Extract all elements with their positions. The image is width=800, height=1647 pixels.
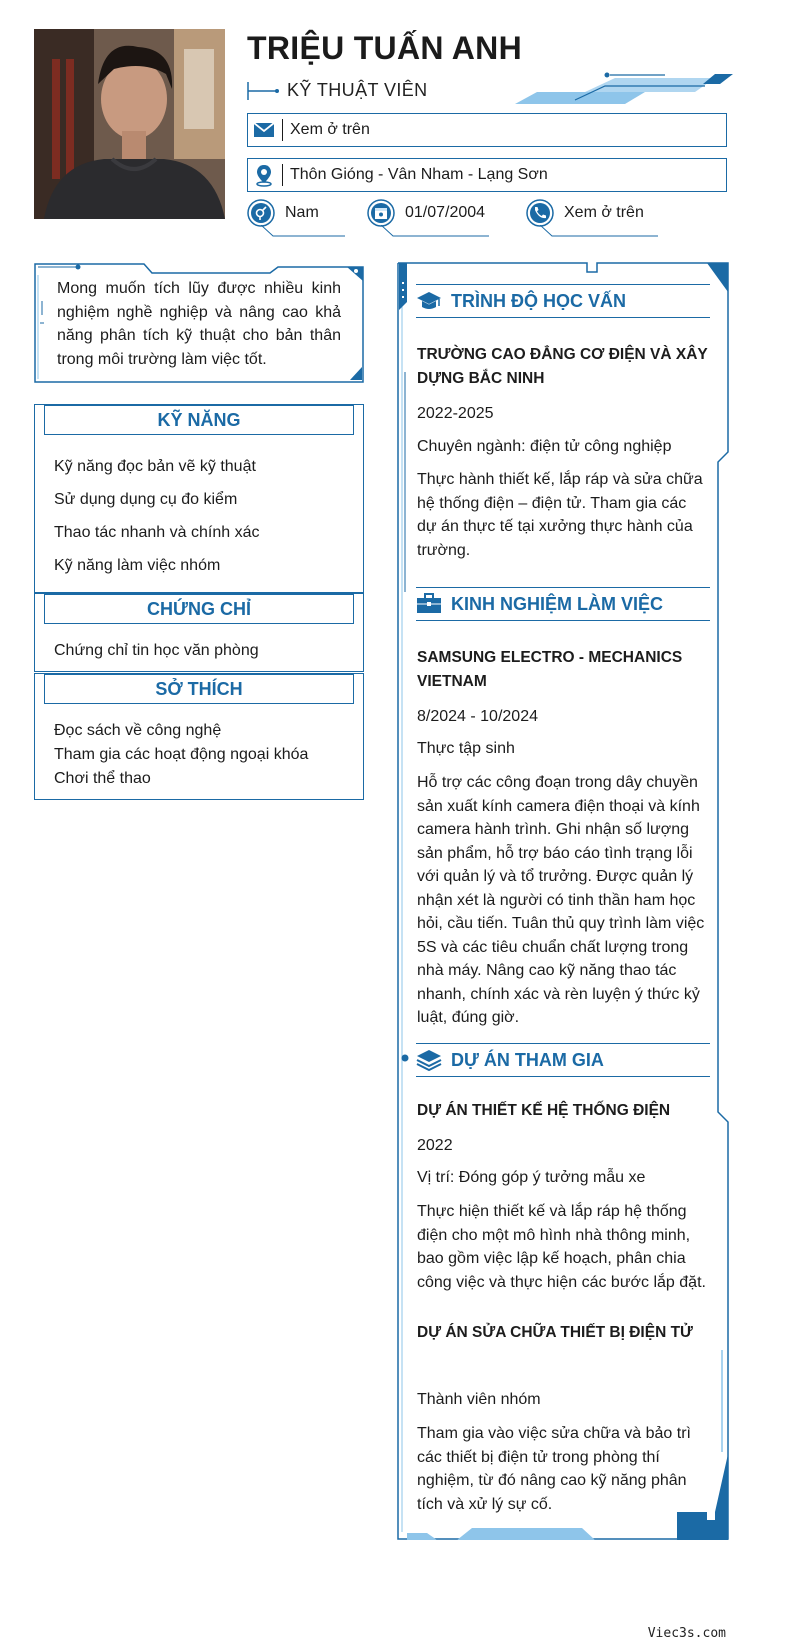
- projects-title: DỰ ÁN THAM GIA: [451, 1050, 604, 1070]
- skill-item: Thao tác nhanh và chính xác: [54, 524, 260, 541]
- career-objective: [34, 263, 364, 383]
- job-title: KỸ THUẬT VIÊN: [287, 80, 428, 100]
- skill-item: Kỹ năng đọc bản vẽ kỹ thuật: [54, 458, 256, 475]
- hobby-item: Đọc sách về công nghệ: [54, 722, 222, 739]
- projects-section-title: [416, 1043, 710, 1077]
- gender-icon: [247, 199, 275, 227]
- phone-info: [526, 199, 661, 239]
- education-school: TRƯỜNG CAO ĐẲNG CƠ ĐIỆN VÀ XÂY DỰNG BẮC NINH: [417, 346, 708, 387]
- skills-section: [34, 404, 364, 593]
- hobbies-title: SỞ THÍCH: [44, 674, 354, 704]
- certificate-item: Chứng chỉ tin học văn phòng: [54, 642, 259, 659]
- address-field: [247, 158, 727, 192]
- education-period: 2022-2025: [417, 405, 494, 422]
- email-field: [247, 113, 727, 147]
- watermark: Viec3s.com: [647, 1626, 726, 1641]
- project-description: Thực hiện thiết kế và lắp ráp hệ thống điện cho một mô hình nhà thông minh, bao gồm việc lập kế hoạch, phân chia công việc và thực hiện các bước lắp đặt.: [417, 1203, 706, 1291]
- experience-company: SAMSUNG ELECTRO - MECHANICS VIETNAM: [417, 649, 683, 690]
- calendar-icon: [367, 199, 395, 227]
- email-value: Xem ở trên: [290, 121, 370, 138]
- project-name: DỰ ÁN THIẾT KẾ HỆ THỐNG ĐIỆN: [417, 1102, 671, 1119]
- candidate-name: TRIỆU TUẤN ANH: [247, 30, 522, 66]
- experience-position: Thực tập sinh: [417, 740, 515, 757]
- gender-value: Nam: [285, 204, 319, 221]
- underline-decoration: [261, 225, 347, 239]
- experience-section-title: [416, 587, 710, 621]
- underline-decoration: [381, 225, 491, 239]
- skill-item: Kỹ năng làm việc nhóm: [54, 557, 221, 574]
- birthday-info: [367, 199, 497, 239]
- education-section-title: [416, 284, 710, 318]
- education-description: Thực hành thiết kế, lắp ráp và sửa chữa hệ thống điện – điện tử. Tham gia các dự án thực tế tại xưởng thực hành của trường.: [417, 471, 703, 559]
- certificates-section: [34, 593, 364, 672]
- envelope-icon: [252, 118, 276, 142]
- phone-icon: [526, 199, 554, 227]
- education-title: TRÌNH ĐỘ HỌC VẤN: [451, 291, 626, 311]
- layers-icon: [416, 1048, 442, 1072]
- graduation-cap-icon: [416, 289, 442, 313]
- hobby-item: Chơi thể thao: [54, 770, 151, 787]
- experience-title: KINH NGHIỆM LÀM VIỆC: [451, 594, 664, 614]
- phone-value: Xem ở trên: [564, 204, 644, 221]
- experience-description: Hỗ trợ các công đoạn trong dây chuyền sản xuất kính camera điện thoại và kính camera hành trình. Ghi nhận số lượng sản phẩm, hỗ trợ báo cáo tình trạng lỗi với quản lý và tổ trưởng. Được quản lý nhận xét là người có tinh thần ham học hỏi, cầu tiến. Tuân thủ quy trình làm việc 5S và các tiêu chuẩn chất lượng trong nhà máy. Nâng cao kỹ năng thao tác nhanh, chính xác và rèn luyện ý thức kỷ luật, đúng giờ.: [417, 774, 705, 1026]
- project-role: Vị trí: Đóng góp ý tưởng mẫu xe: [417, 1169, 646, 1186]
- project-year: 2022: [417, 1137, 453, 1154]
- birthday-value: 01/07/2004: [405, 204, 486, 221]
- title-connector-decoration: [247, 80, 281, 104]
- briefcase-icon: [416, 592, 442, 616]
- project-description: Tham gia vào việc sửa chữa và bảo trì các thiết bị điện tử trong phòng thí nghiệm, từ đó nâng cao kỹ năng phân tích và xử lý sự cố.: [417, 1425, 691, 1513]
- project-name: DỰ ÁN SỬA CHỮA THIẾT BỊ ĐIỆN TỬ: [417, 1324, 693, 1341]
- hobby-item: Tham gia các hoạt động ngoại khóa: [54, 746, 309, 763]
- address-value: Thôn Gióng - Vân Nham - Lạng Sơn: [290, 166, 548, 183]
- avatar: [34, 29, 225, 219]
- location-pin-icon: [252, 163, 276, 187]
- objective-text: Mong muốn tích lũy được nhiều kinh nghiệm nghề nghiệp và nâng cao khả năng phân tích kỹ thuật cho bản thân trong môi trường làm việc tốt.: [57, 280, 341, 368]
- skill-item: Sử dụng dụng cụ đo kiểm: [54, 491, 238, 508]
- circuit-decoration: [515, 70, 735, 110]
- project-role: Thành viên nhóm: [417, 1391, 541, 1408]
- education-major: Chuyên ngành: điện tử công nghiệp: [417, 438, 672, 455]
- underline-decoration: [540, 225, 660, 239]
- skills-title: KỸ NĂNG: [44, 405, 354, 435]
- certificates-title: CHỨNG CHỈ: [44, 594, 354, 624]
- experience-period: 8/2024 - 10/2024: [417, 708, 538, 725]
- hobbies-section: [34, 673, 364, 800]
- gender-info: [247, 199, 347, 239]
